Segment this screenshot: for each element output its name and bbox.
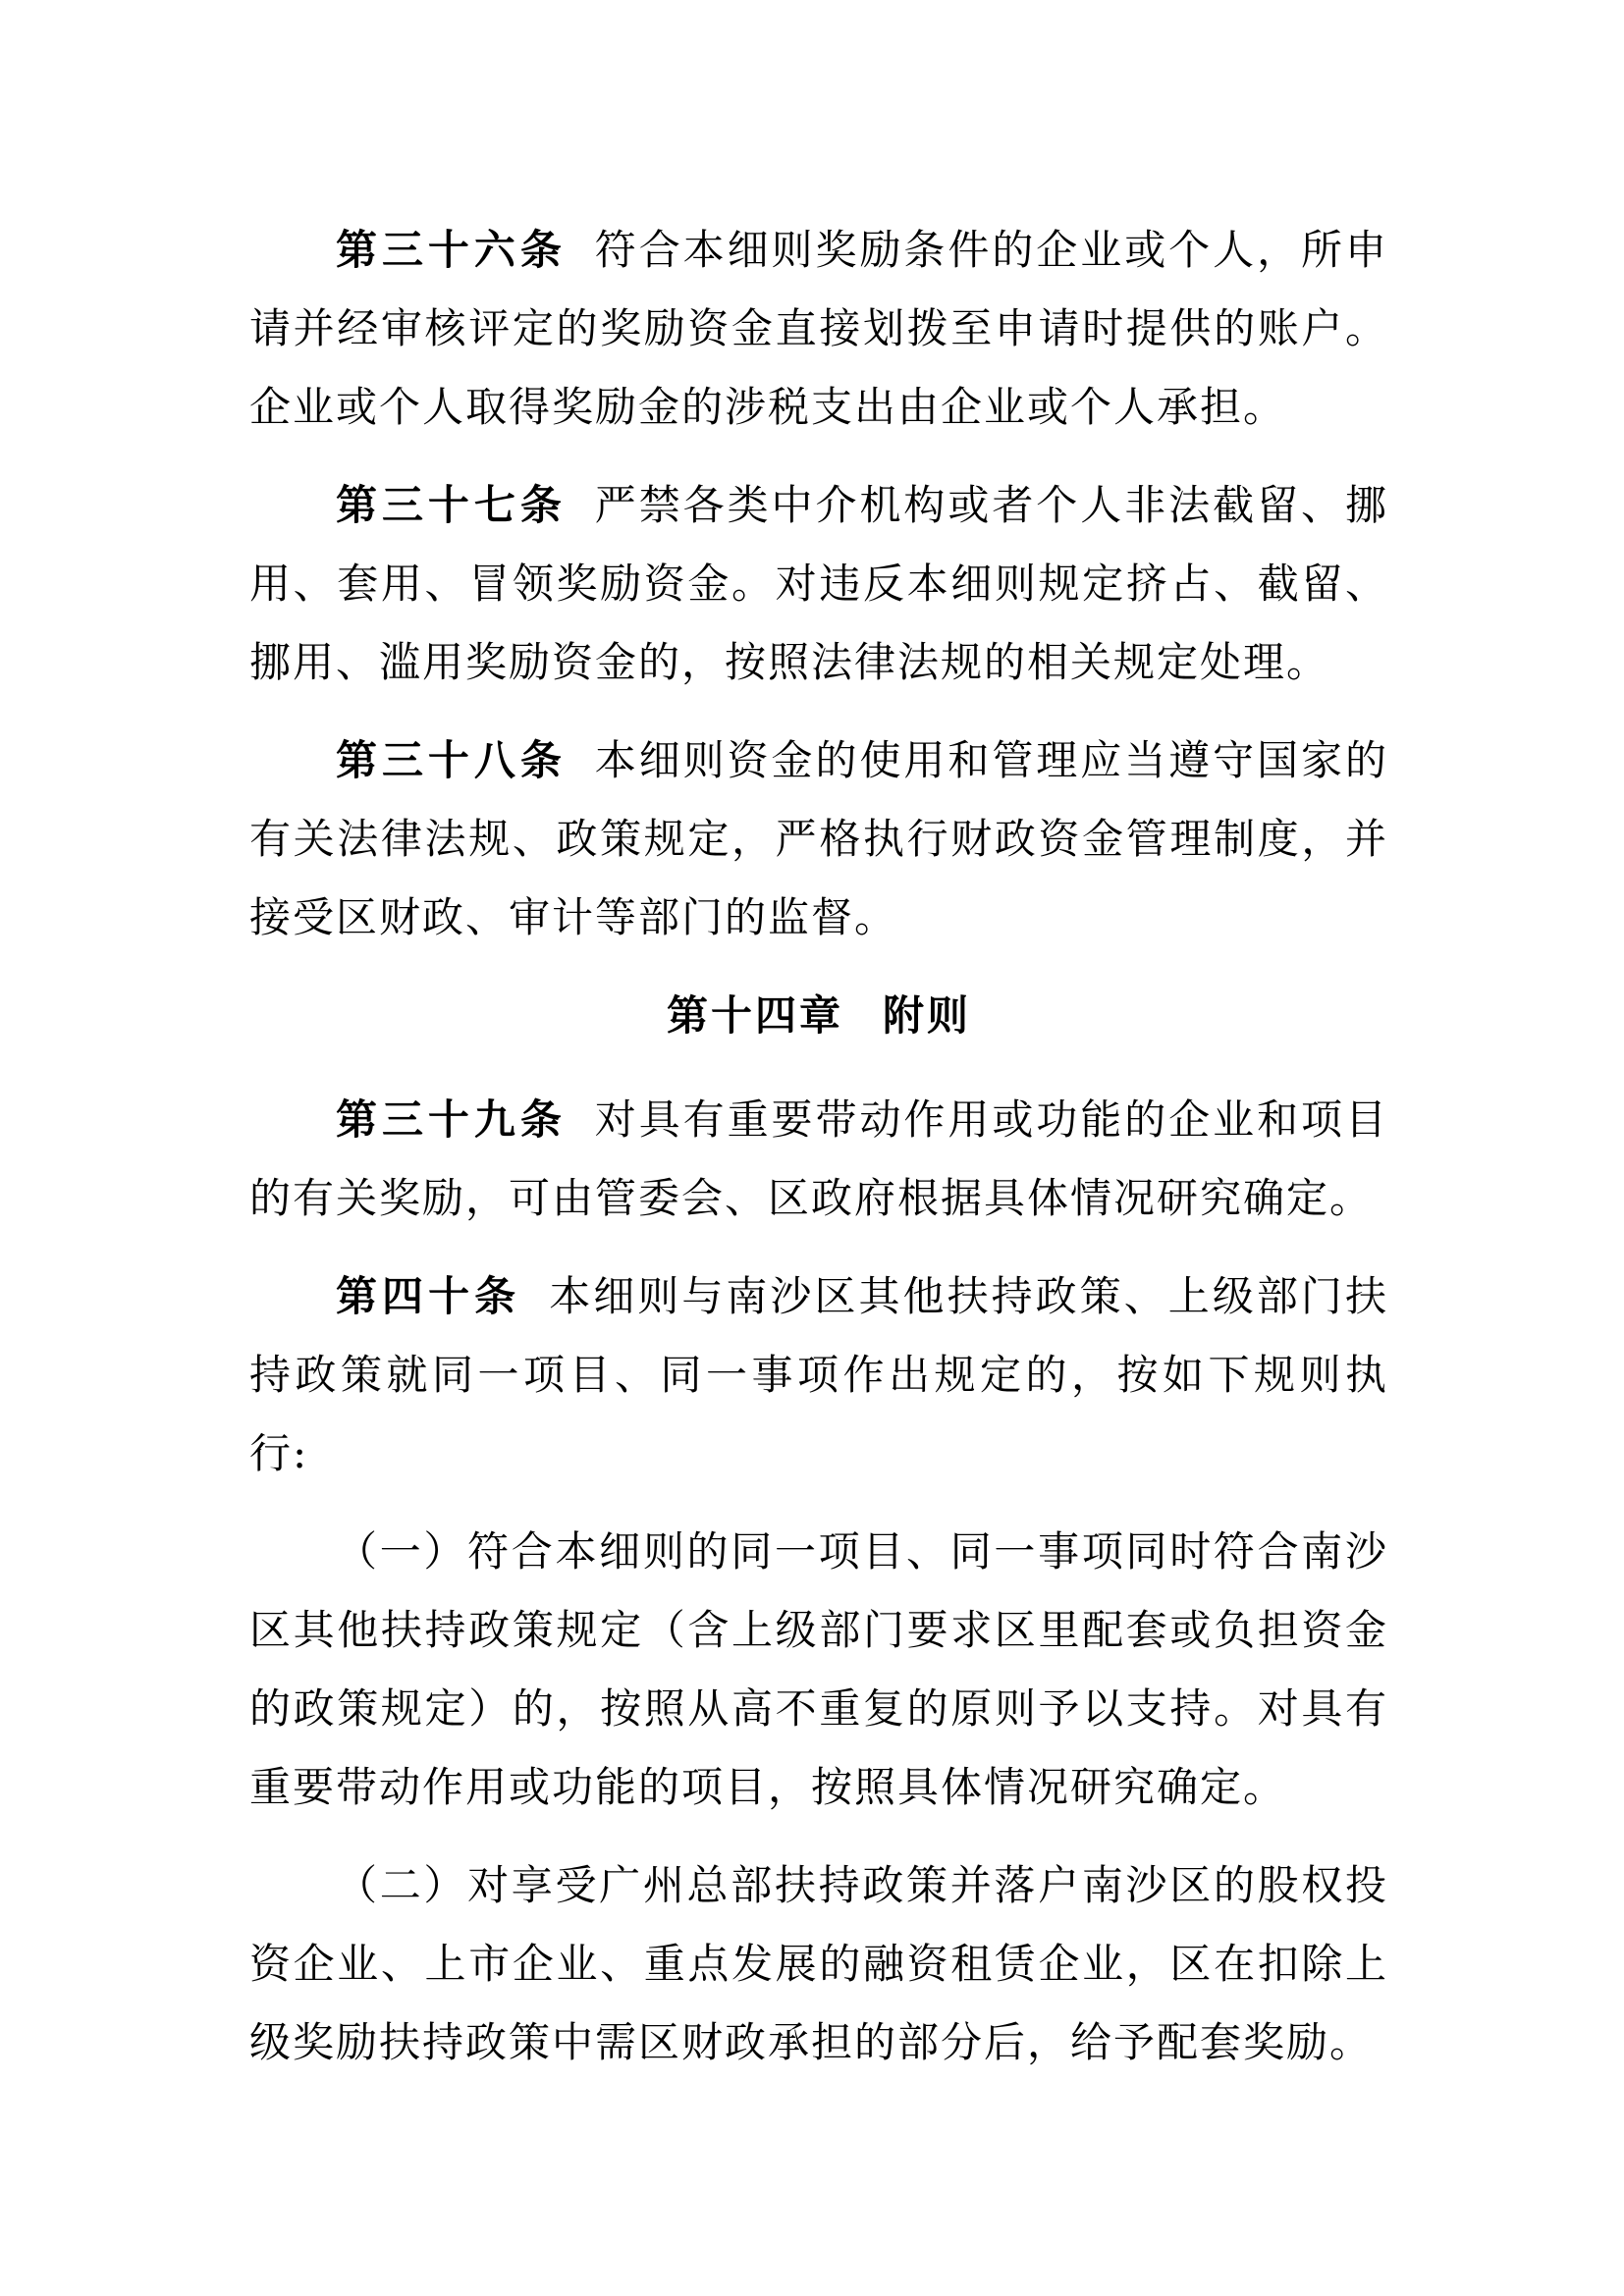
chapter-heading [249,977,1388,1055]
article-36-label: 第三十六条 [336,226,567,274]
chapter-title: 附则 [883,991,972,1040]
article-38-text: 本细则资金的使用和管理应当遵守国家的有关法律法规、政策规定，严格执行财政资金管理制度，并接受区财政、审计等部门的监督。 [249,736,1388,941]
article-40-text: 本细则与南沙区其他扶持政策、上级部门扶持政策就同一项目、同一事项作出规定的，按如下规则执行: [249,1272,1388,1477]
article-37 [249,466,1388,702]
article-37-label: 第三十七条 [336,481,567,529]
article-40-item-2: （二）对享受广州总部扶持政策并落户南沙区的股权投资企业、上市企业、重点发展的融资租赁企业，区在扣除上级奖励扶持政策中需区财政承担的部分后，给予配套奖励。 [249,1861,1388,2066]
article-36-text: 符合本细则奖励条件的企业或个人，所申请并经审核评定的奖励资金直接划拨至申请时提供的账户。企业或个人取得奖励金的涉税支出由企业或个人承担。 [249,226,1388,431]
article-38-label: 第三十八条 [336,736,567,784]
article-39-label: 第三十九条 [336,1095,567,1144]
article-36 [249,211,1388,447]
chapter-number: 第十四章 [666,991,843,1040]
article-40 [249,1257,1388,1493]
article-39-text: 对具有重要带动作用或功能的企业和项目的有关奖励，可由管委会、区政府根据具体情况研究确定。 [249,1095,1388,1222]
article-39 [249,1081,1388,1238]
document-body [249,211,1388,2102]
article-37-text: 严禁各类中介机构或者个人非法截留、挪用、套用、冒领奖励资金。对违反本细则规定挤占、截留、挪用、滥用奖励资金的，按照法律法规的相关规定处理。 [249,481,1388,686]
article-40-item-1: （一）符合本细则的同一项目、同一事项同时符合南沙区其他扶持政策规定（含上级部门要求区里配套或负担资金的政策规定）的，按照从高不重复的原则予以支持。对具有重要带动作用或功能的项目，按照具体情况研究确定。 [249,1527,1388,1811]
article-40-label: 第四十条 [336,1272,521,1320]
article-38 [249,721,1388,957]
